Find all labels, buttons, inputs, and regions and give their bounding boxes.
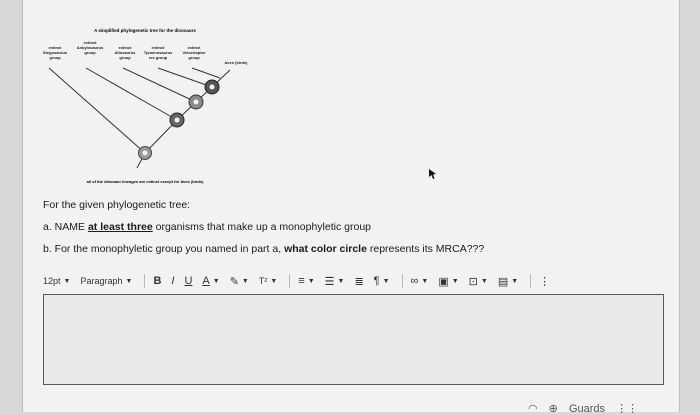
paragraph-direction-dropdown[interactable] bbox=[374, 275, 390, 287]
footer-bar bbox=[528, 402, 638, 415]
chevron-down-icon: ▼ bbox=[241, 277, 249, 285]
chevron-down-icon: ▼ bbox=[421, 277, 429, 285]
chevron-down-icon: ▼ bbox=[125, 277, 133, 285]
chevron-down-icon: ▼ bbox=[307, 277, 315, 285]
question-text bbox=[43, 194, 663, 260]
numbered-list-icon: ≣ bbox=[354, 275, 364, 288]
bullet-list-icon: ☰ bbox=[324, 275, 335, 288]
chevron-down-icon: ▼ bbox=[511, 277, 519, 285]
bullet-list-dropdown[interactable] bbox=[325, 275, 345, 288]
chevron-down-icon: ▼ bbox=[480, 277, 488, 285]
numbered-list-button[interactable] bbox=[354, 275, 363, 288]
accessibility-icon[interactable]: ⊕ bbox=[548, 403, 558, 415]
chevron-down-icon: ▼ bbox=[382, 277, 390, 285]
document-dropdown[interactable] bbox=[498, 275, 518, 288]
text-color-icon: A bbox=[202, 275, 210, 287]
chevron-down-icon: ▼ bbox=[451, 277, 459, 285]
chevron-down-icon: ▼ bbox=[212, 277, 220, 285]
mouse-cursor-icon bbox=[428, 168, 438, 180]
rich-text-toolbar bbox=[43, 270, 665, 292]
taxon-label-aves: Aves (birds) bbox=[224, 60, 248, 65]
taxon-label-stegosaurus: extinct Stegosaurus group bbox=[42, 45, 68, 60]
chevron-down-icon: ▼ bbox=[270, 277, 278, 285]
highlight-color-dropdown[interactable] bbox=[230, 275, 249, 288]
align-left-icon: ≡ bbox=[298, 275, 305, 287]
align-dropdown[interactable] bbox=[298, 275, 314, 287]
media-dropdown[interactable] bbox=[469, 275, 488, 288]
link-dropdown[interactable] bbox=[411, 275, 429, 287]
question-part-a: a. NAME at least three organisms that make up a monophyletic group bbox=[43, 221, 372, 233]
more-options-button[interactable] bbox=[539, 275, 550, 288]
chevron-down-icon: ▼ bbox=[63, 277, 71, 285]
figure-caption: all of the dinosaur lineages are extinct except for Aves (birds) bbox=[86, 179, 204, 184]
highlighter-icon: ✎ bbox=[229, 275, 239, 288]
pilcrow-icon: ¶ bbox=[373, 275, 380, 287]
underline-button[interactable]: U bbox=[184, 275, 193, 287]
emphasis-at-least-three: at least three bbox=[87, 221, 153, 233]
phylogenetic-tree-figure bbox=[0, 0, 700, 200]
bold-button[interactable]: B bbox=[153, 275, 162, 287]
font-size-dropdown[interactable]: 12pt ▼ bbox=[43, 276, 71, 286]
taxon-label-ankylosaurus: extinct Ankylosaurus group bbox=[76, 40, 104, 55]
superscript-dropdown[interactable]: T² ▼ bbox=[258, 276, 278, 286]
text-color-dropdown[interactable] bbox=[202, 275, 219, 287]
italic-button[interactable]: I bbox=[171, 275, 175, 287]
more-vertical-icon: ⋮ bbox=[539, 275, 551, 288]
chevron-down-icon: ▼ bbox=[337, 277, 345, 285]
block-format-dropdown[interactable]: Paragraph ▼ bbox=[80, 276, 133, 286]
toolbar-divider bbox=[289, 274, 290, 288]
taxon-label-tyrannosaurus: extinct Tyrannosaurus rex group bbox=[143, 45, 173, 60]
document-icon: ▤ bbox=[497, 275, 509, 288]
more-icon[interactable]: ⋮⋮ bbox=[616, 403, 639, 415]
toolbar-divider bbox=[144, 274, 145, 288]
answer-textarea[interactable] bbox=[43, 294, 664, 385]
link-icon: ∞ bbox=[410, 275, 419, 287]
image-dropdown[interactable] bbox=[438, 275, 458, 288]
figure-title: A simplified phylogenetic tree for the dinosaurs bbox=[94, 28, 196, 33]
media-icon: ⊡ bbox=[468, 275, 478, 288]
footer-icon[interactable]: ◠ bbox=[528, 403, 538, 415]
taxon-label-allosaurus: extinct Allosaurus group bbox=[114, 45, 136, 60]
question-intro: For the given phylogenetic tree: bbox=[43, 199, 191, 211]
image-icon: ▣ bbox=[438, 275, 449, 288]
toolbar-divider bbox=[530, 274, 531, 288]
footer-text: Guards bbox=[568, 403, 606, 415]
emphasis-what-color-circle: what color circle bbox=[284, 243, 367, 255]
taxon-label-velociraptor: extinct Velociraptor group bbox=[182, 45, 206, 60]
question-part-b: b. For the monophyletic group you named in part a, what color circle represents its MRCA??? bbox=[43, 243, 485, 255]
toolbar-divider bbox=[402, 274, 403, 288]
